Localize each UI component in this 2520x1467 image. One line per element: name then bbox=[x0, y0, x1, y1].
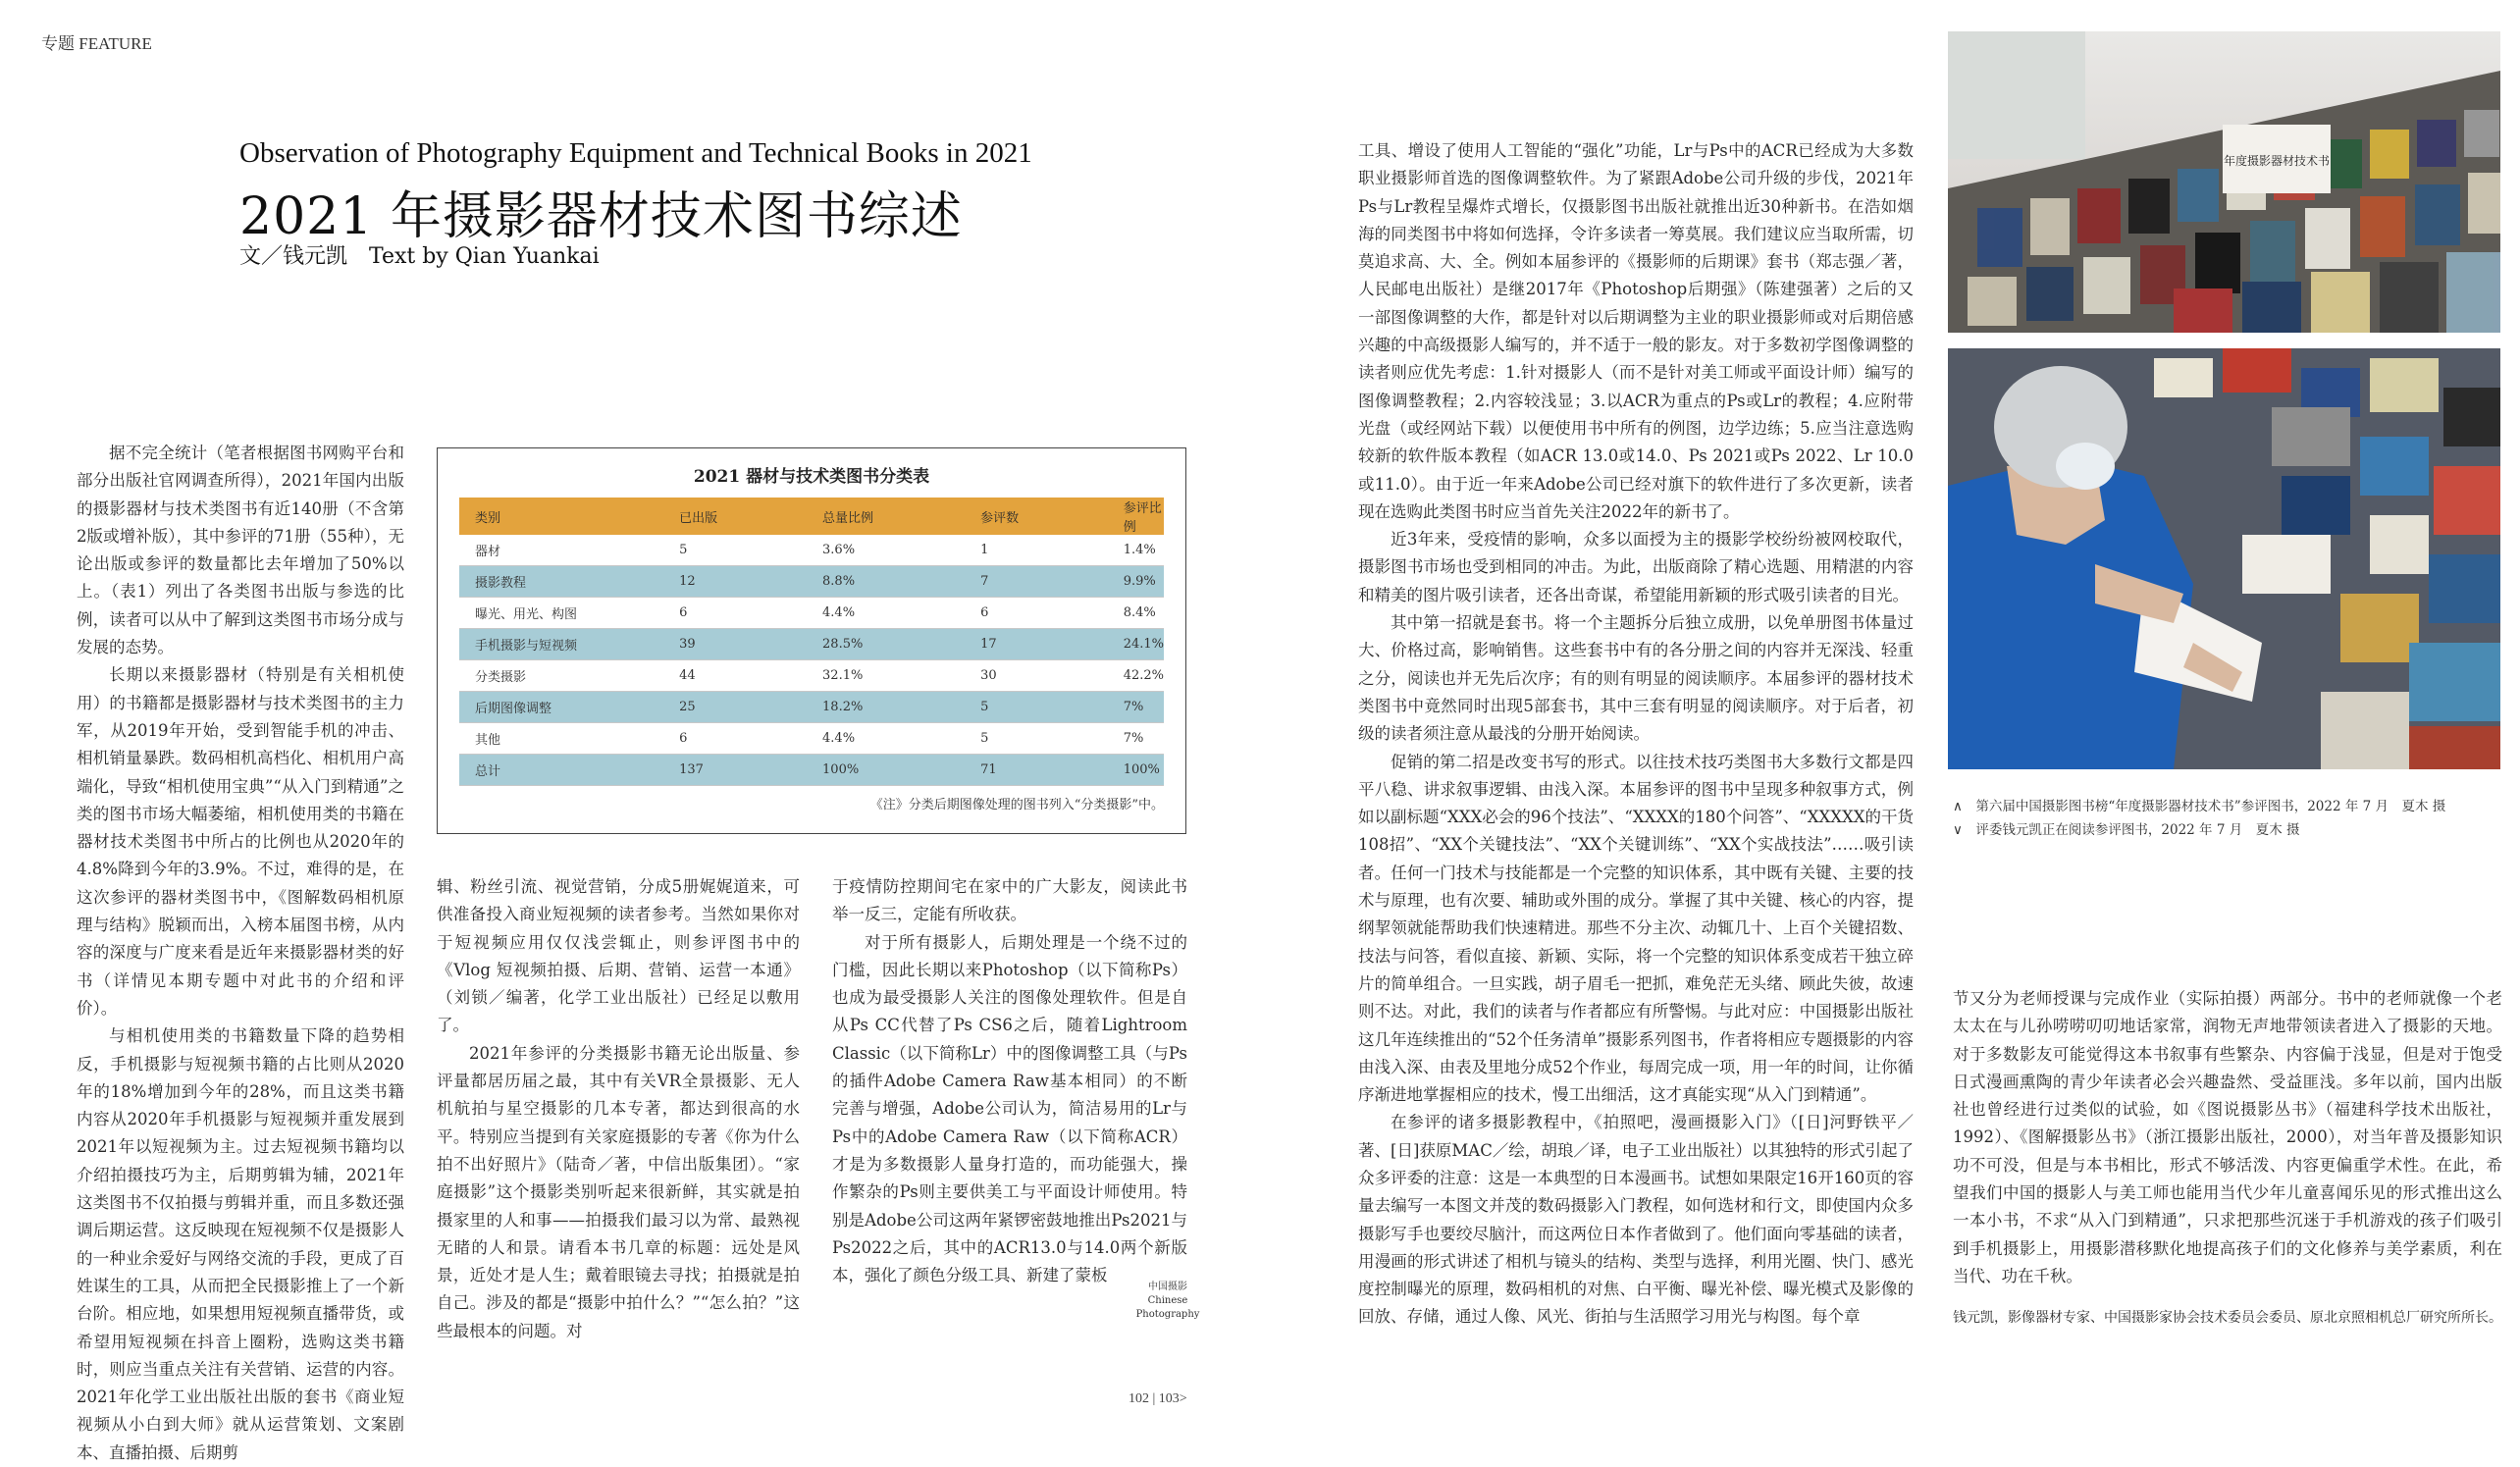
text-column-1 bbox=[77, 440, 404, 1467]
table-cell: 28.5% bbox=[807, 629, 965, 660]
photo-captions bbox=[1953, 795, 2502, 842]
table-cell: 30 bbox=[965, 660, 1108, 692]
table-cell: 后期图像调整 bbox=[459, 692, 663, 723]
table-cell: 5 bbox=[965, 723, 1108, 755]
table-cell: 其他 bbox=[459, 723, 663, 755]
table-cell: 42.2% bbox=[1108, 660, 1164, 692]
table-cell: 137 bbox=[663, 755, 807, 786]
paragraph: 据不完全统计（笔者根据图书网购平台和部分出版社官网调查所得），2021年国内出版的摄影器材与技术类图书有近140册（不含第2版或增补版），其中参评的71册（55种），无论出版或参评的数量都比去年增加了50%以上。（表1）列出了各类图书出版与参选的比例，读者可以从中了解到这类图书市场分成与发展的态势。 bbox=[77, 444, 404, 657]
paragraph: 长期以来摄影器材（特别是有关相机使用）的书籍都是摄影器材与技术类图书的主力军，从2019年开始，受到智能手机的冲击、相机销量暴跌。数码相机高档化、相机用户高端化，导致“相机使用宝典”“从入门到精通”之类的图书市场大幅萎缩，相机使用类的书籍在器材技术类图书中所占的比例也从2020年的4.8%降到今年的3.9%。不过，难得的是，在这次参评的器材类图书中，《图解数码相机原理与结构》脱颖而出，入榜本届图书榜，从内容的深度与广度来看是近年来摄影器材类的好书（详情见本期专题中对此书的介绍和评价）。 bbox=[77, 665, 404, 1018]
photo-book-label: 年度摄影器材技术书 bbox=[2223, 154, 2331, 168]
page-numbers: 102 | 103> bbox=[1129, 1391, 1187, 1406]
table-cell: 分类摄影 bbox=[459, 660, 663, 692]
paragraph: 近3年来，受疫情的影响，众多以面授为主的摄影学校纷纷被网校取代，摄影图书市场也受到相同的冲击。为此，出版商除了精心选题、用精湛的内容和精美的图片吸引读者，还各出奇谋，希望能用新颖的形式吸引读者的目光。 bbox=[1358, 530, 1914, 604]
magazine-name-en-1: Chinese bbox=[1147, 1295, 1188, 1306]
table-cell: 手机摄影与短视频 bbox=[459, 629, 663, 660]
table-cell: 32.1% bbox=[807, 660, 965, 692]
table-cell: 4.4% bbox=[807, 723, 965, 755]
table-row bbox=[459, 629, 1164, 660]
table-row bbox=[459, 566, 1164, 598]
caption-1 bbox=[1953, 795, 2502, 818]
table-row bbox=[459, 598, 1164, 629]
table-cell: 12 bbox=[663, 566, 807, 598]
table-cell: 9.9% bbox=[1108, 566, 1164, 598]
paragraph: 于疫情防控期间宅在家中的广大影友，阅读此书举一反三，定能有所收获。 bbox=[832, 877, 1187, 924]
table-cell: 5 bbox=[663, 535, 807, 566]
paragraph: 促销的第二招是改变书写的形式。以往技术技巧类图书大多数行文都是四平八稳、讲求叙事逻辑、由浅入深。本届参评的图书中呈现多种叙事方式，例如以副标题“XXX必会的96个技法”、“XXXX的180个问答”、“XXXXX的干货108招”、“XX个关键技法”、“XX个关键训练”、“XX个实战技法”……吸引读者。任何一门技术与技能都是一个完整的知识体系，其中既有关键、主要的技术与原理，也有次要、辅助或外围的成分。掌握了其中关键、核心的内容，提纲挈领就能帮助我们快速精进。那些不分主次、动辄几十、上百个关键招数、技法与问答，看似直接、新颖、实际，将一个完整的知识体系变成若干独立碎片的简单组合。一旦实践，胡子眉毛一把抓，难免茫无头绪、顾此失彼，故速则不达。对此，我们的读者与作者都应有所警惕。与此对应：中国摄影出版社这几年连续推出的“52个任务清单”摄影系列图书，作者将相应专题摄影的内容由浅入深、由表及里地分成52个作业，每周完成一项，用一年的时间，让你循序渐进地掌握相应的技术，慢工出细活，这才真能实现“从入门到精通”。 bbox=[1358, 752, 1914, 1105]
table-row bbox=[459, 535, 1164, 566]
table-cell: 6 bbox=[663, 598, 807, 629]
paragraph: 与相机使用类的书籍数量下降的趋势相反，手机摄影与短视频书籍的占比则从2020年的18%增加到今年的28%，而且这类书籍内容从2020年手机摄影与短视频并重发展到2021年以短视频为主。过去短视频书籍均以介绍拍摄技巧为主，后期剪辑为辅，2021年这类图书不仅拍摄与剪辑并重，而且多数还强调后期运营。这反映现在短视频不仅是摄影人的一种业余爱好与网络交流的手段，更成了百姓谋生的工具，从而把全民摄影推上了一个新台阶。相应地，如果想用短视频直播带货，或希望用短视频在抖音上圈粉，选购这类书籍时，则应当重点关注有关营销、运营的内容。2021年化学工业出版社出版的套书《商业短视频从小白到大师》就从运营策划、文案剧本、直播拍摄、后期剪 bbox=[77, 1026, 404, 1462]
paragraph: 在参评的诸多摄影教程中，《拍照吧，漫画摄影入门》（[日]河野铁平／著、[日]获原MAC／绘，胡琅／译，电子工业出版社）以其独特的形式引起了众多评委的注意：这是一本典型的日本漫画书。试想如果限定16开160页的容量去编写一本图文并茂的数码摄影入门教程，如何选材和行文，即使国内众多摄影写手也要绞尽脑汁，而这两位日本作者做到了。他们面向零基础的读者，用漫画的形式讲述了相机与镜头的结构、类型与选择，利用光圈、快门、感光度控制曝光的原理，数码相机的对焦、白平衡、曝光补偿、曝光模式及影像的回放、存储，通过人像、风光、街拍与生活照学习用光与构图。每个章 bbox=[1358, 1113, 1914, 1327]
table-cell: 100% bbox=[807, 755, 965, 786]
table-cell: 6 bbox=[663, 723, 807, 755]
table-cell: 44 bbox=[663, 660, 807, 692]
caption-text: 评委钱元凯正在阅读参评图书，2022 年 7 月 夏木 摄 bbox=[1975, 822, 2300, 838]
photo-books-illustration bbox=[1948, 31, 2500, 333]
table-title: 2021 器材与技术类图书分类表 bbox=[693, 467, 930, 487]
photo-books-display bbox=[1948, 31, 2500, 333]
table-row bbox=[459, 723, 1164, 755]
category-table-box bbox=[437, 447, 1186, 834]
magazine-name-en-2: Photography bbox=[1135, 1309, 1200, 1320]
magazine-logo bbox=[1124, 1281, 1212, 1322]
table-cell: 39 bbox=[663, 629, 807, 660]
table-cell: 18.2% bbox=[807, 692, 965, 723]
table-note: 《注》分类后期图像处理的图书列入“分类摄影”中。 bbox=[869, 798, 1164, 812]
table-cell: 总计 bbox=[459, 755, 663, 786]
caption-down-arrow-icon: ∨ bbox=[1953, 822, 1963, 838]
table-header-cell: 总量比例 bbox=[807, 498, 965, 535]
table-cell: 8.8% bbox=[807, 566, 965, 598]
table-cell: 71 bbox=[965, 755, 1108, 786]
table-cell: 摄影教程 bbox=[459, 566, 663, 598]
text-column-5 bbox=[1953, 985, 2502, 1333]
author-bio: 钱元凯，影像器材专家、中国摄影家协会技术委员会委员、原北京照相机总厂研究所所长。 bbox=[1953, 1310, 2502, 1327]
table-cell: 3.6% bbox=[807, 535, 965, 566]
category-table bbox=[459, 498, 1164, 786]
paragraph: 工具、增设了使用人工智能的“强化”功能，Lr与Ps中的ACR已经成为大多数职业摄影师首选的图像调整软件。为了紧跟Adobe公司升级的步伐，2021年Ps与Lr教程呈爆炸式增长，仅摄影图书出版社就推出近30种新书。在浩如烟海的同类图书中将如何选择，令许多读者一筹莫展。我们建议应当取所需，切莫追求高、大、全。例如本届参评的《摄影师的后期课》套书（郑志强／著，人民邮电出版社）是继2017年《Photoshop后期强》（陈建强著）之后的又一部图像调整的大作，都是针对以后期调整为主业的职业摄影师或对后期倍感兴趣的中高级摄影人编写的，并不适于一般的影友。对于多数初学图像调整的读者则应优先考虑：1.针对摄影人（而不是针对美工师或平面设计师）编写的图像调整教程；2.内容较浅显；3.以ACR为重点的Ps或Lr的教程；4.应附带光盘（或经网站下载）以便使用书中所有的例图，边学边练；5.应当注意选购较新的软件版本教程（如ACR 13.0或14.0、Ps 2021或Ps 2022、Lr 10.0或11.0）。由于近一年来Adobe公司已经对旗下的软件进行了多次更新，读者现在选购此类图书时应当首先关注2022年的新书了。 bbox=[1358, 141, 1914, 521]
table-header-cell: 已出版 bbox=[663, 498, 807, 535]
magazine-name-zh: 中国摄影 bbox=[1148, 1282, 1187, 1292]
table-header-row bbox=[459, 498, 1164, 535]
photo-reviewer-illustration bbox=[1948, 348, 2500, 769]
table-cell: 曝光、用光、构图 bbox=[459, 598, 663, 629]
table-cell: 17 bbox=[965, 629, 1108, 660]
text-column-3 bbox=[832, 873, 1187, 1289]
section-label: 专题 FEATURE bbox=[41, 34, 152, 53]
table-cell: 5 bbox=[965, 692, 1108, 723]
paragraph: 辑、粉丝引流、视觉营销，分成5册娓娓道来，可供准备投入商业短视频的读者参考。当然如果你对于短视频应用仅仅浅尝辄止，则参评图书中的《Vlog 短视频拍摄、后期、营销、运营一本通》（刘锁／编著，化学工业出版社）已经足以敷用了。 bbox=[437, 877, 800, 1035]
table-cell: 7% bbox=[1108, 692, 1164, 723]
table-cell: 7 bbox=[965, 566, 1108, 598]
table-cell: 1 bbox=[965, 535, 1108, 566]
table-cell: 24.1% bbox=[1108, 629, 1164, 660]
table-row bbox=[459, 692, 1164, 723]
paragraph: 节又分为老师授课与完成作业（实际拍摄）两部分。书中的老师就像一个老太太在与儿孙唠唠叨叨地话家常，润物无声地带领读者进入了摄影的天地。对于多数影友可能觉得这本书叙事有些繁杂、内容偏于浅显，但是对于饱受日式漫画熏陶的青少年读者必会兴趣盎然、受益匪浅。多年以前，国内出版社也曾经进行过类似的试验，如《图说摄影丛书》（福建科学技术出版社，1992）、《图解摄影丛书》（浙江摄影出版社，2000），对当年普及摄影知识功不可没，但是与本书相比，形式不够活泼、内容更偏重学术性。在此，希望我们中国的摄影人与美工师也能用当代少年儿童喜闻乐见的形式推出这么一本小书，不求“从入门到精通”，只求把那些沉迷于手机游戏的孩子们吸引到手机摄影上，用摄影潜移默化地提高孩子们的文化修养与美学素质，利在当代、功在千秋。 bbox=[1953, 989, 2502, 1285]
paragraph: 对于所有摄影人，后期处理是一个绕不过的门槛，因此长期以来Photoshop（以下简称Ps）也成为最受摄影人关注的图像处理软件。但是自从Ps CC代替了Ps CS6之后，随着Lightroom Classic（以下简称Lr）中的图像调整工具（与Ps的插件Adobe Camera Raw基本相同）的不断完善与增强，Adobe公司认为，简洁易用的Lr与Ps中的Adobe Camera Raw（以下简称ACR）才是为多数摄影人量身打造的，而功能强大，操作繁杂的Ps则主要供美工与平面设计师使用。特别是Adobe公司这两年紧锣密鼓地推出Ps2021与Ps2022之后，其中的ACR13.0与14.0两个新版本，强化了颜色分级工具、新建了蒙板 bbox=[832, 932, 1187, 1285]
caption-2 bbox=[1953, 818, 2502, 842]
table-cell: 6 bbox=[965, 598, 1108, 629]
byline: 文／钱元凯 Text by Qian Yuankai bbox=[239, 244, 600, 269]
table-header-cell: 参评数 bbox=[965, 498, 1108, 535]
table-row-total bbox=[459, 755, 1164, 786]
table-cell: 器材 bbox=[459, 535, 663, 566]
table-cell: 25 bbox=[663, 692, 807, 723]
text-column-2 bbox=[437, 873, 800, 1345]
table-header-cell: 参评比例 bbox=[1108, 498, 1164, 535]
text-column-4 bbox=[1358, 137, 1914, 1332]
table-cell: 8.4% bbox=[1108, 598, 1164, 629]
table-cell: 100% bbox=[1108, 755, 1164, 786]
article-title-zh: 2021 年摄影器材技术图书综述 bbox=[239, 187, 963, 246]
table-header-cell: 类别 bbox=[459, 498, 663, 535]
article-title-en: Observation of Photography Equipment and Technical Books in 2021 bbox=[239, 137, 1032, 169]
caption-up-arrow-icon: ∧ bbox=[1953, 799, 1963, 814]
table-cell: 1.4% bbox=[1108, 535, 1164, 566]
caption-text: 第六届中国摄影图书榜“年度摄影器材技术书”参评图书，2022 年 7 月 夏木 摄 bbox=[1975, 799, 2446, 814]
photo-reviewer-reading bbox=[1948, 348, 2500, 769]
table-cell: 7% bbox=[1108, 723, 1164, 755]
paragraph: 其中第一招就是套书。将一个主题拆分后独立成册，以免单册图书体量过大、价格过高，影响销售。这些套书中有的各分册之间的内容并无深浅、轻重之分，阅读也并无先后次序；有的则有明显的阅读顺序。本届参评的器材技术类图书中竟然同时出现5部套书，其中三套有明显的阅读顺序。对于后者，初级的读者须注意从最浅的分册开始阅读。 bbox=[1358, 613, 1914, 744]
table-cell: 4.4% bbox=[807, 598, 965, 629]
paragraph: 2021年参评的分类摄影书籍无论出版量、参评量都居历届之最，其中有关VR全景摄影、无人机航拍与星空摄影的几本专著，都达到很高的水平。特别应当提到有关家庭摄影的专著《你为什么拍不出好照片》（陆奇／著，中信出版集团）。“家庭摄影”这个摄影类别听起来很新鲜，其实就是拍摄家里的人和事——拍摄我们最习以为常、最熟视无睹的人和景。请看本书几章的标题：远处是风景，近处才是人生；戴着眼镜去寻找；拍摄就是拍自己。涉及的都是“摄影中拍什么？”“怎么拍？”这些最根本的问题。对 bbox=[437, 1043, 800, 1340]
table-row bbox=[459, 660, 1164, 692]
